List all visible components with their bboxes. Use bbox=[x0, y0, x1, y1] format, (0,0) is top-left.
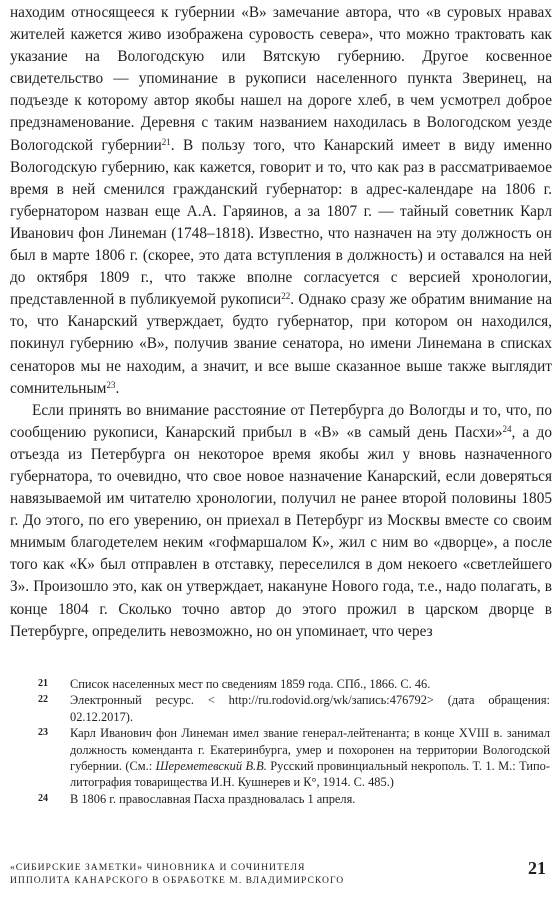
main-text bbox=[10, 2, 552, 643]
paragraph-1-part-a: находим относящееся к губернии «В» замечание автора, что «в суровых нравах жителей кажется живо изображена суровость севера», что можно трактовать как указание на Вологодскую или Вятскую губернию. Другое косвенное свидетельство — упоминание в рукописи населенного пункта Зверинец, на подъезде к которому автор якобы нашел на дороге хлеб, в чем усмотрел доброе предзнаменование. Деревня с таким названием находилась в Вологодском уезде Вологодской губернии bbox=[10, 4, 552, 154]
footnote-text: Список населенных мест по сведениям 1859 года. СПб., 1866. С. 46. bbox=[70, 677, 431, 691]
footnote-ref-22[interactable]: 22 bbox=[281, 291, 291, 302]
paragraph-1-part-d: . bbox=[115, 379, 120, 397]
paragraph-2-part-a: Если принять во внимание расстояние от Петербурга до Вологды и то, что, по сообщению рукописи, Канарский прибыл в «В» «в самый день Пасхи» bbox=[10, 401, 552, 441]
footnote-author: Шереметевский В.В. bbox=[155, 759, 267, 774]
footnote-ref-21[interactable]: 21 bbox=[161, 136, 171, 147]
footnote-number: 24 bbox=[38, 792, 48, 804]
footnote-number: 23 bbox=[38, 727, 48, 739]
paragraph-1 bbox=[10, 2, 552, 400]
paragraph-2-part-b: , а до отъезда из Петербурга он некоторое время якобы жил у вновь назначенного губернатора, то очевидно, что свое новое назначение Канарский, если доверяться навязываемой им читателю хронологии, получил не ранее второй половины 1805 г. До этого, по его уверению, он приехал в Петербург из Москвы вместе со своим мнимым благодетелем неким «гофмаршалом К», жил с ним во «дворце», а после того как «К» был отправлен в отставку, переселился в дом некоего «светлейшего З». Произошло это, как он утверждает, накануне Нового года, т.е., надо полагать, в конце 1804 г. Сколько точно автор до этого прожил в царском дворце в Петербурге, определить невозможно, но он упоминает, что через bbox=[10, 423, 552, 640]
footnote-24 bbox=[38, 791, 550, 807]
footnote-22 bbox=[38, 692, 550, 725]
footnote-text: В 1806 г. православная Пасха праздновалась 1 апреля. bbox=[70, 791, 356, 806]
page-number: 21 bbox=[528, 858, 546, 878]
footnote-number: 22 bbox=[38, 694, 48, 706]
running-footer-line-2: ИППОЛИТА КАНАРСКОГО В ОБРАБОТКЕ М. ВЛАДИМИРСКОГО bbox=[10, 875, 345, 886]
running-footer bbox=[10, 861, 430, 887]
footnote-text: Электронный ресурс. < http://ru.rodovid.org/wk/запись:476792> (дата обращения: 02.12.2017). bbox=[70, 693, 550, 724]
paragraph-1-part-c: . Однако сразу же обратим внимание на то, что Канарский утверждает, будто губернатор, при котором он находился, покинул губернию «В», получив звание сенатора, но имени Линемана в списках сенаторов мы не находим, а значит, и все выше сказанное выше также выглядит сомнительным bbox=[10, 291, 552, 397]
footnote-text-start: Карл Иванович фон Линеман имел звание генерал-лейтенанта; в конце XVIII в. занимал должность коменданта г. Екатеринбурга, умер и похоронен на территории Вологодской губернии. (См.: bbox=[70, 726, 550, 774]
footnote-ref-24[interactable]: 24 bbox=[502, 423, 512, 434]
footnotes bbox=[38, 676, 550, 807]
running-footer-line-1: «СИБИРСКИЕ ЗАМЕТКИ» ЧИНОВНИКА И СОЧИНИТЕЛЯ bbox=[10, 862, 306, 873]
footnote-ref-23[interactable]: 23 bbox=[106, 379, 116, 390]
footnote-number: 21 bbox=[38, 678, 48, 689]
footnote-text-end: Русский провинциальный некрополь. Т. 1. М.: Типо-литография товарищества И.Н. Кушнерев и К°, 1914. С. 485.) bbox=[70, 759, 550, 790]
paragraph-2 bbox=[10, 400, 552, 643]
footnote-21 bbox=[38, 676, 550, 692]
footnote-23 bbox=[38, 725, 550, 791]
paragraph-1-part-b: . В пользу того, что Канарский имеет в виду именно Вологодскую губернию, как кажется, говорит и то, что как раз в рассматриваемое время в ней сменился гражданский губернатор: в адрес-календаре на 1806 г. губернатором назван еще А.А. Гаряинов, а за 1807 г. — тайный советник Карл Иванович фон Линеман (1748–1818). Известно, что назначен на эту должность он был в марте 1806 г. (скорее, это дата вступления в должность) и оставался на ней до октября 1809 г., что также вполне согласуется с версией хронологии, представленной в публикуемой рукописи bbox=[10, 136, 553, 309]
